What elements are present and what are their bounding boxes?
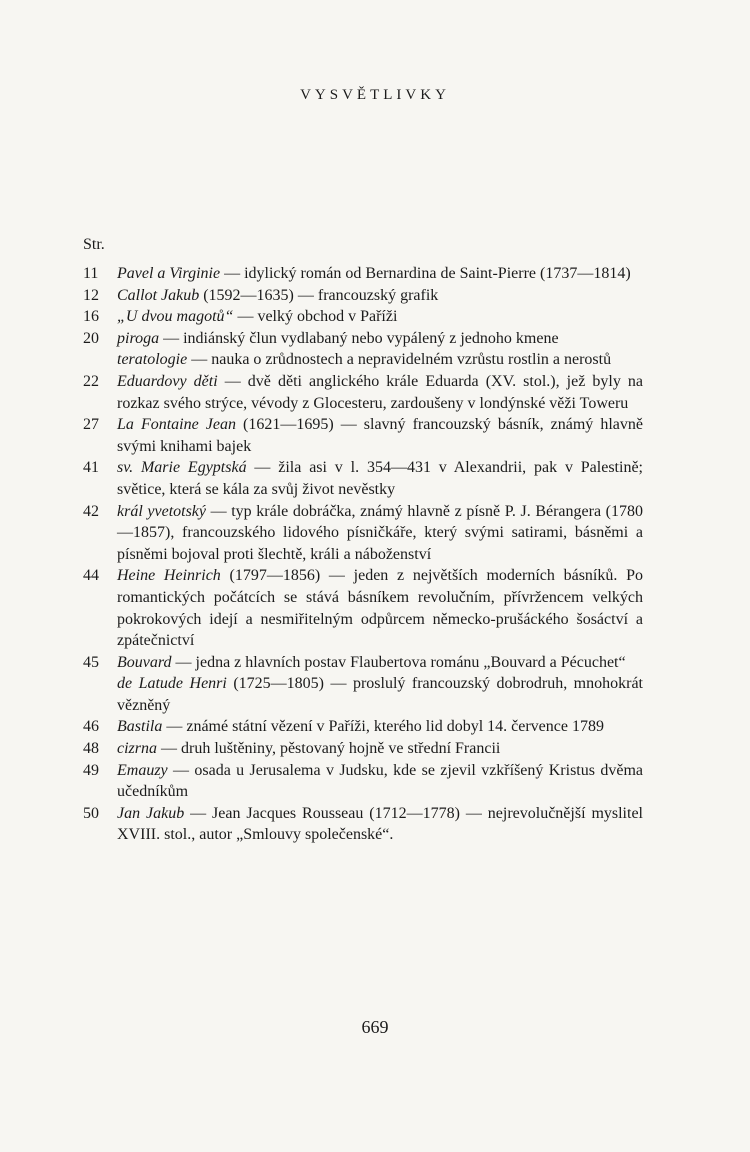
entry-body	[117, 652, 643, 674]
entry-term: „U dvou magotů“	[117, 308, 234, 326]
entry-text: — typ krále dobráčka, známý hlavně z písně P. J. Bérangera (1780—1857), francouzského lidového písničkáře, který svými satirami, básněmi a písněmi bojoval proti šlechtě, králi a náboženství	[117, 502, 643, 563]
entry-term: sv. Marie Egyptská	[117, 459, 247, 477]
entry-page-number: 16	[83, 308, 99, 326]
entry-body	[117, 306, 643, 328]
glossary-entry	[83, 760, 643, 803]
entry-term: král yvetotský	[117, 502, 207, 520]
glossary-list	[83, 263, 643, 846]
page-number: 669	[361, 1017, 389, 1037]
entry-term: La Fontaine Jean	[117, 416, 236, 434]
entry-term: piroga	[117, 329, 160, 347]
entry-text: — nauka o zrůdnostech a nepravidelném vzrůstu rostlin a nerostů	[187, 351, 612, 369]
entry-text: (1725—1805) — proslulý francouzský dobrodruh, mnohokrát vězněný	[117, 675, 644, 714]
entry-text: — známé státní vězení v Paříži, kterého lid dobyl 14. července 1789	[162, 718, 604, 736]
entry-body	[117, 738, 643, 760]
glossary-entry	[83, 414, 643, 457]
entry-term: Pavel a Virginie	[117, 265, 221, 282]
entry-text: (1621—1695) — slavný francouzský básník, známý hlavně svými knihami bajek	[117, 416, 643, 455]
entry-text: — idylický román od Bernardina de Saint-Pierre (1737—1814)	[220, 265, 631, 282]
entry-text: — jedna z hlavních postav Flaubertova románu „Bouvard a Pécuchet“	[171, 653, 626, 671]
entry-body	[117, 285, 643, 307]
entry-term: Bouvard	[117, 653, 172, 671]
entry-page-number: 49	[83, 761, 99, 779]
entry-term: teratologie	[117, 351, 188, 369]
entry-page-number: 50	[83, 804, 99, 822]
entry-term: Heine Heinrich	[117, 567, 221, 585]
glossary-entry	[83, 328, 643, 350]
entry-page-number: 20	[83, 329, 99, 347]
entry-page-number: 22	[83, 372, 99, 390]
glossary-entry	[83, 306, 643, 328]
entry-term: Emauzy	[117, 761, 168, 779]
glossary-entry	[83, 716, 643, 738]
entry-body	[117, 760, 643, 803]
entry-term: Callot Jakub	[117, 286, 200, 304]
entry-page-number: 44	[83, 567, 99, 585]
glossary-entry	[83, 803, 643, 846]
entry-term: cizrna	[117, 740, 157, 758]
glossary-entry	[83, 673, 643, 716]
glossary-entry	[83, 652, 643, 674]
entry-text: — osada u Jerusalema v Judsku, kde se zjevil vzkříšený Kristus dvěma učedníkům	[117, 761, 643, 801]
glossary-entry	[83, 738, 643, 760]
entry-body	[117, 673, 643, 716]
entry-page-number: 46	[83, 718, 99, 736]
glossary-entry	[83, 371, 643, 414]
glossary-entry	[83, 285, 643, 307]
page-column-label: Str.	[83, 236, 105, 253]
entry-page-number: 11	[83, 265, 99, 282]
glossary-entry	[83, 501, 643, 566]
glossary-entry	[83, 349, 643, 371]
entry-text: — indiánský člun vydlabaný nebo vypálený z jednoho kmene	[159, 329, 559, 347]
entry-body	[117, 328, 643, 350]
entry-text: — žila asi v l. 354—431 v Alexandrii, pak v Palestině; světice, která se kála za svůj život nevěstky	[117, 459, 643, 498]
entry-page-number: 27	[83, 416, 99, 434]
entry-page-number: 41	[83, 459, 99, 477]
entry-page-number: 42	[83, 502, 99, 520]
glossary-entry	[83, 263, 643, 285]
entry-term: de Latude Henri	[117, 675, 227, 693]
glossary-entry	[83, 565, 643, 651]
glossary-entry	[83, 457, 643, 500]
entry-body	[117, 414, 643, 457]
entry-body	[117, 716, 643, 738]
entry-body	[117, 501, 643, 566]
entry-page-number: 45	[83, 653, 99, 671]
entry-body	[117, 803, 643, 846]
entry-text: — Jean Jacques Rousseau (1712—1778) — nejrevolučnější myslitel XVIII. stol., autor „Smlouvy společenské“.	[117, 804, 643, 844]
entry-text: — velký obchod v Paříži	[233, 308, 398, 326]
entry-page-number: 48	[83, 740, 99, 758]
entry-body	[117, 457, 643, 500]
entry-text: (1592—1635) — francouzský grafik	[199, 286, 439, 304]
entry-text: — druh luštěniny, pěstovaný hojně ve střední Francii	[157, 740, 501, 758]
entry-body	[117, 349, 643, 371]
entry-text: (1797—1856) — jeden z největších moderních básníků. Po romantických počátcích se stává básníkem revolučním, přívržencem velkých pokrokových idejí a nesmiřitelným odpůrcem německo-prušáckého šosáctví a zpátečnictví	[117, 567, 643, 650]
entry-body	[117, 263, 643, 285]
page-title: VYSVĚTLIVKY	[300, 87, 450, 103]
entry-term: Eduardovy děti	[117, 372, 218, 390]
entry-text: — dvě děti anglického krále Eduarda (XV. stol.), jež byly na rozkaz svého strýce, vévody z Glocesteru, zardoušeny v londýnské věži Toweru	[117, 372, 643, 412]
entry-term: Bastila	[117, 718, 163, 736]
entry-body	[117, 565, 643, 651]
entry-body	[117, 371, 643, 414]
entry-term: Jan Jakub	[117, 804, 185, 822]
entry-page-number: 12	[83, 286, 99, 304]
